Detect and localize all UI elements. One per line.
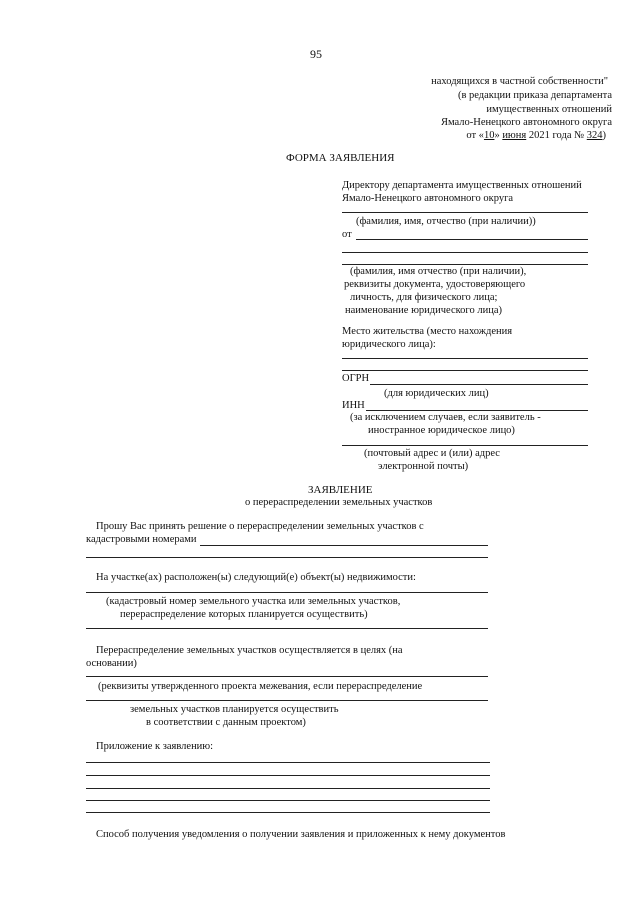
ogrn-label: ОГРН — [342, 373, 370, 384]
attachment-label: Приложение к заявлению: — [96, 741, 214, 752]
from-field-line[interactable] — [356, 239, 588, 240]
statement-title: ЗАЯВЛЕНИЕ — [308, 484, 373, 496]
p3-hint-2: земельных участков планируется осуществить — [130, 704, 339, 715]
purpose-field-line-1[interactable] — [86, 676, 488, 677]
postal-field-line[interactable] — [342, 445, 588, 446]
header-order-number: 324 — [586, 130, 603, 141]
attachment-line-4[interactable] — [86, 800, 490, 801]
residence-field-line-1[interactable] — [342, 358, 588, 359]
attachment-line-1[interactable] — [86, 762, 490, 763]
header-note-line1: находящихся в частной собственности" — [431, 76, 608, 87]
p2-hint-2: перераспределение которых планируется осуществить) — [120, 609, 368, 620]
addressee-line2: Ямало-Ненецкого автономного округа — [342, 193, 514, 204]
objects-field-line-1[interactable] — [86, 592, 488, 593]
statement-subtitle: о перераспределении земельных участков — [245, 497, 433, 508]
objects-field-line-2[interactable] — [86, 628, 488, 629]
fio-field-line[interactable] — [342, 212, 588, 213]
cadastral-numbers-field-line-1[interactable] — [200, 545, 488, 546]
inn-field-line[interactable] — [366, 410, 588, 411]
receipt-method-text: Способ получения уведомления о получении заявления и приложенных к нему документов — [96, 829, 506, 840]
cadastral-numbers-field-line-2[interactable] — [86, 557, 488, 558]
p2-text: На участке(ах) расположен(ы) следующий(е) объект(ы) недвижимости: — [96, 572, 416, 583]
p2-hint-1: (кадастровый номер земельного участка или земельных участков, — [106, 596, 401, 607]
applicant-hint-2: реквизиты документа, удостоверяющего — [344, 279, 526, 290]
header-note-line4: Ямало-Ненецкого автономного округа — [440, 117, 612, 128]
purpose-field-line-2[interactable] — [86, 700, 488, 701]
fio-hint: (фамилия, имя, отчество (при наличии)) — [356, 216, 536, 227]
p3-line2: основании) — [86, 658, 137, 669]
header-date-prefix: от « — [466, 130, 484, 141]
applicant-hint-3: личность, для физического лица; — [350, 292, 498, 303]
header-date-month: июня — [502, 130, 527, 141]
inn-hint-1: (за исключением случаев, если заявитель - — [350, 412, 541, 423]
applicant-hint-1: (фамилия, имя отчество (при наличии), — [350, 266, 527, 277]
p3-hint-1: (реквизиты утвержденного проекта межевания, если перераспределение — [98, 681, 423, 692]
postal-hint-2: электронной почты) — [378, 461, 469, 472]
postal-hint-1: (почтовый адрес и (или) адрес — [364, 448, 500, 459]
header-note-line5 — [466, 130, 606, 142]
header-date-day: 10 — [483, 130, 495, 141]
p1-line1: Прошу Вас принять решение о перераспределении земельных участков с — [96, 521, 424, 532]
header-date-year: 2021 года № — [526, 130, 587, 141]
applicant-field-line-3[interactable] — [342, 264, 588, 265]
inn-label: ИНН — [342, 400, 365, 411]
header-date-suffix: ) — [602, 130, 606, 141]
applicant-hint-4: наименование юридического лица) — [345, 305, 502, 316]
form-title: ФОРМА ЗАЯВЛЕНИЯ — [286, 152, 395, 164]
attachment-line-3[interactable] — [86, 788, 490, 789]
addressee-line1: Директору департамента имущественных отношений — [342, 180, 582, 191]
ogrn-field-line[interactable] — [370, 384, 588, 385]
p1-line2: кадастровыми номерами — [86, 534, 197, 545]
page-number: 95 — [310, 47, 322, 61]
residence-label-1: Место жительства (место нахождения — [342, 326, 513, 337]
attachment-line-2[interactable] — [86, 775, 490, 776]
header-date-mid: » — [494, 130, 503, 141]
attachment-line-5[interactable] — [86, 812, 490, 813]
ogrn-hint: (для юридических лиц) — [384, 388, 489, 399]
header-note-line2: (в редакции приказа департамента — [457, 90, 612, 101]
inn-hint-2: иностранное юридическое лицо) — [368, 425, 515, 436]
applicant-field-line-2[interactable] — [342, 252, 588, 253]
header-note-line3: имущественных отношений — [486, 104, 612, 115]
residence-field-line-2[interactable] — [342, 370, 588, 371]
residence-label-2: юридического лица): — [342, 339, 436, 350]
p3-line1: Перераспределение земельных участков осуществляется в целях (на — [96, 645, 403, 656]
from-label: от — [342, 229, 352, 240]
p3-hint-3: в соответствии с данным проектом) — [146, 717, 306, 728]
